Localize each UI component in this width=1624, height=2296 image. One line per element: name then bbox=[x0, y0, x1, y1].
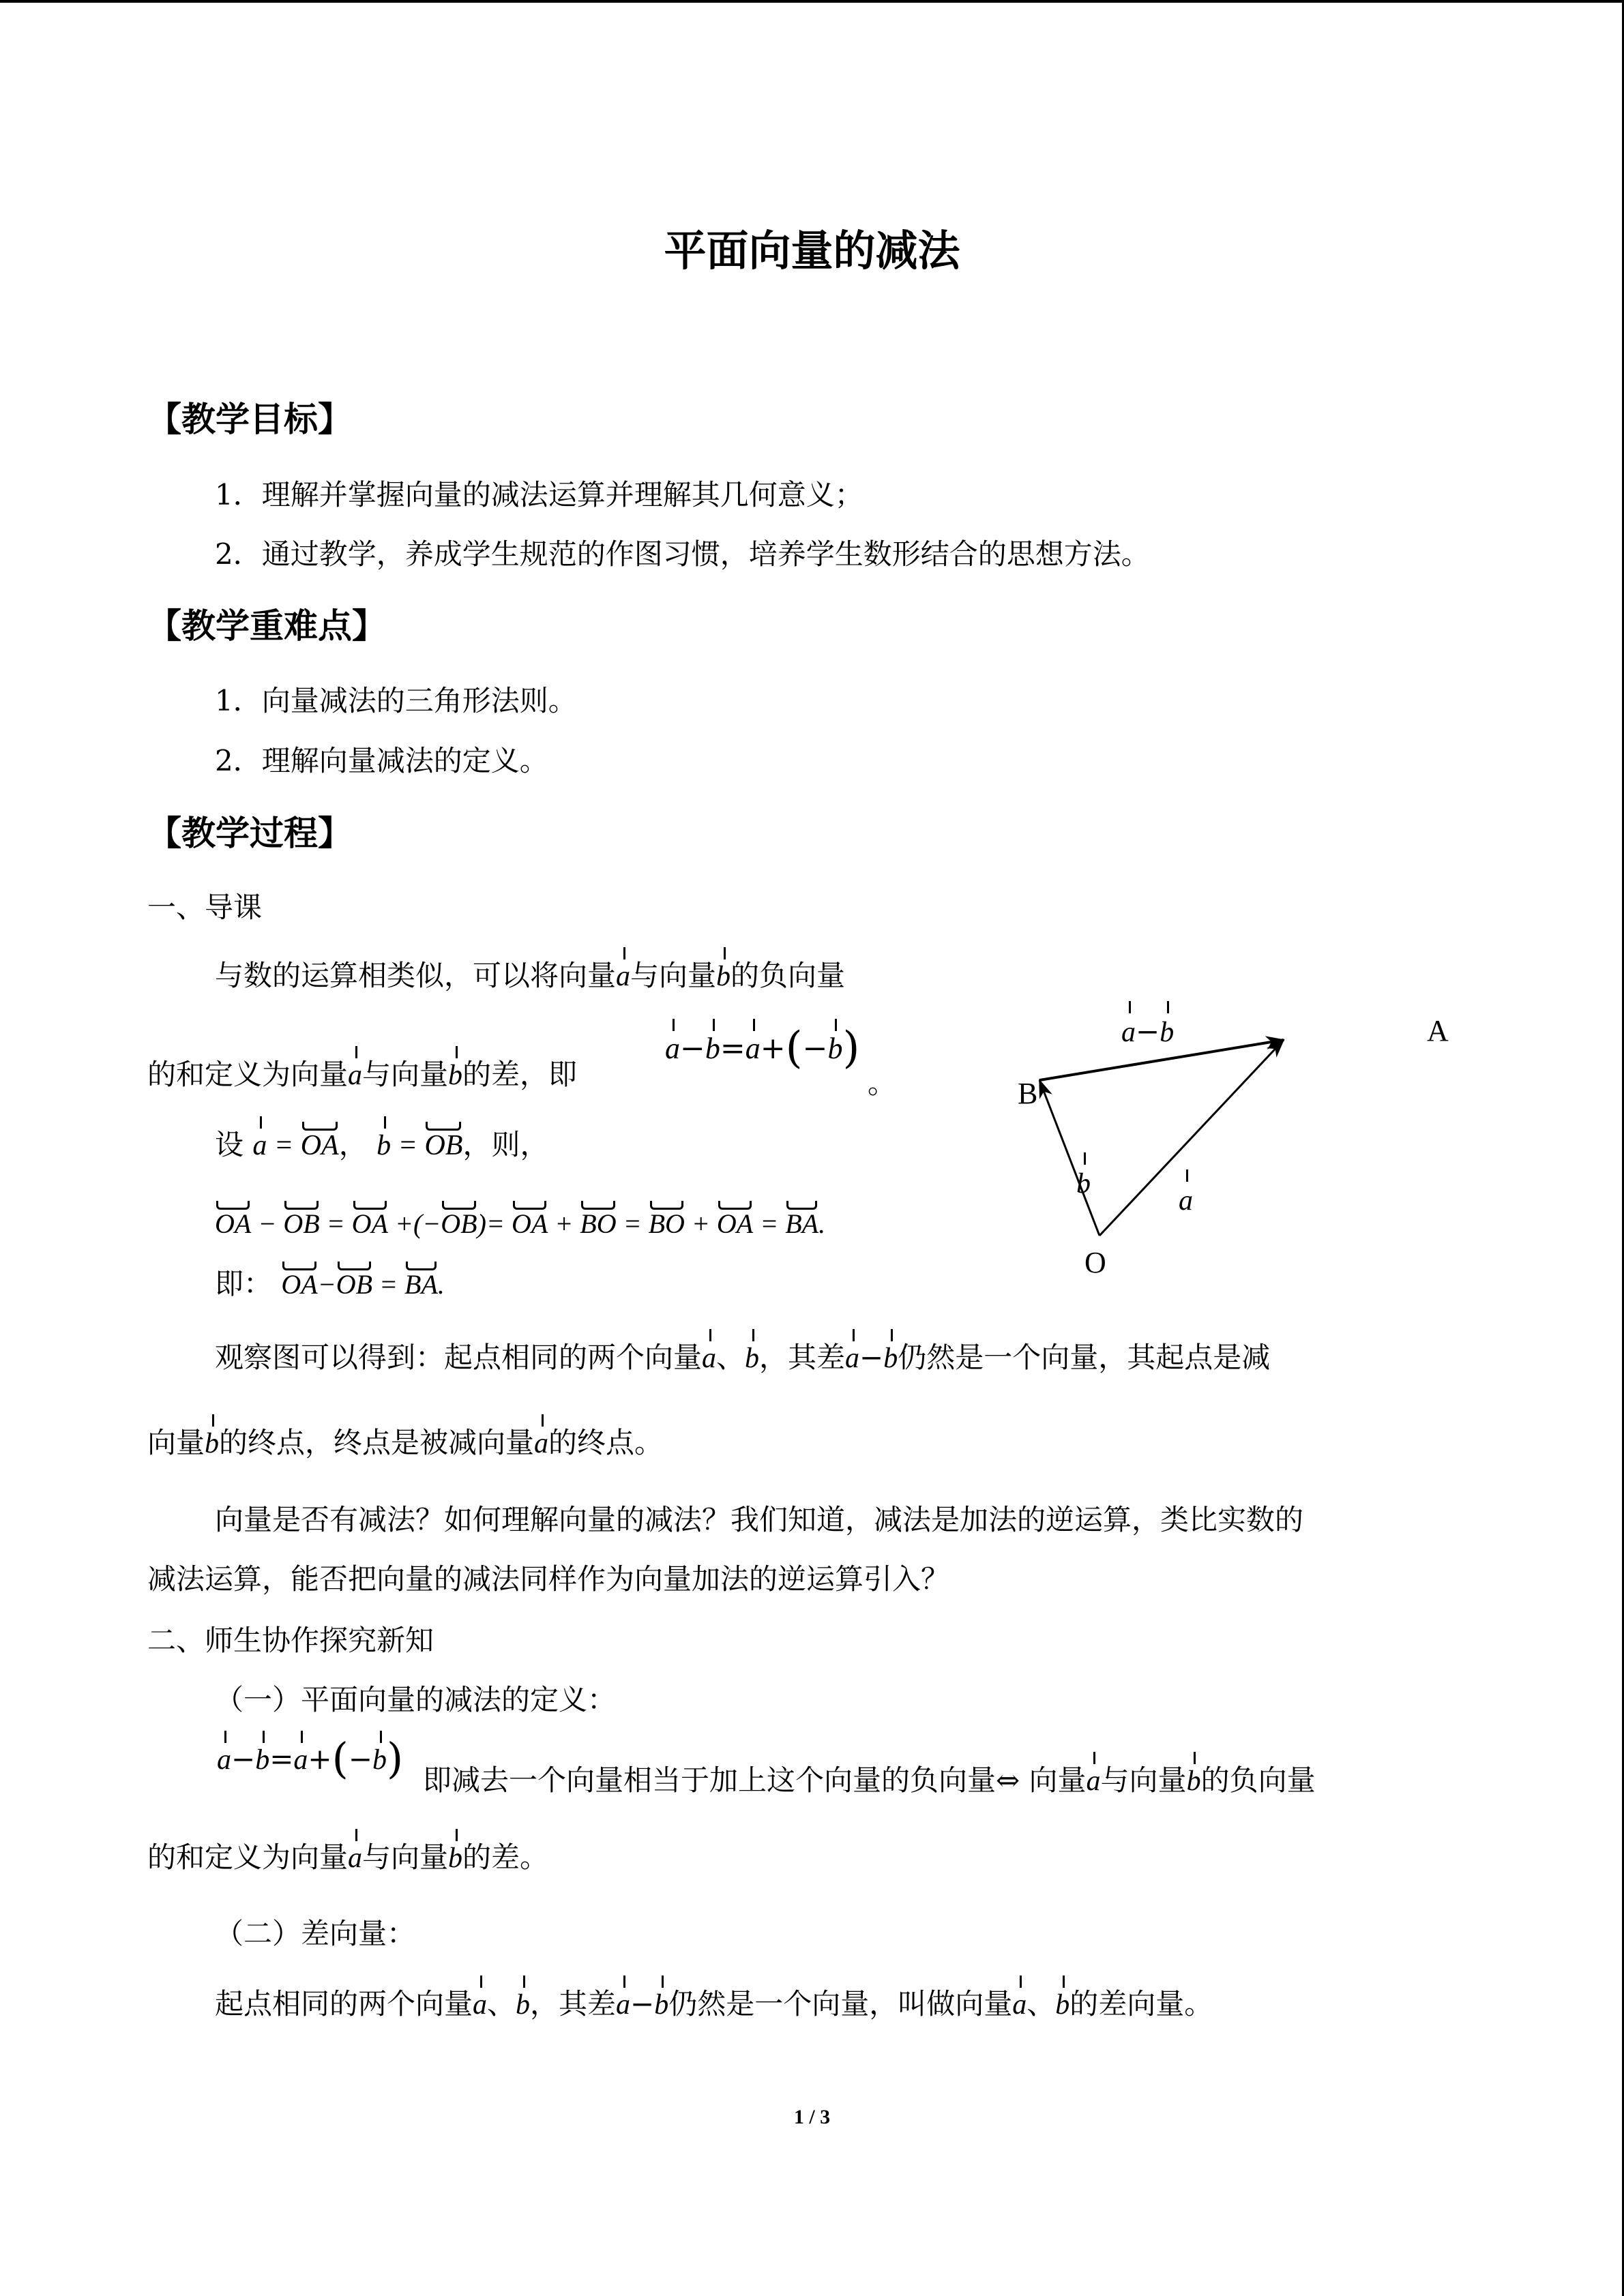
op: + bbox=[555, 1208, 574, 1239]
definition-text: 的负向量 bbox=[1200, 1763, 1316, 1797]
op: = bbox=[760, 1208, 779, 1239]
op: + bbox=[394, 1208, 413, 1239]
period: 。 bbox=[868, 1067, 897, 1100]
vector-a: a bbox=[348, 1843, 363, 1874]
observation-text: 、 bbox=[716, 1341, 745, 1374]
vector-OA: OA bbox=[351, 1208, 388, 1239]
sub1-line-1 bbox=[423, 1763, 1316, 1797]
vector-a: a bbox=[616, 1989, 631, 2021]
vector-OA: OA bbox=[716, 1208, 754, 1239]
key-point-item-1: 1．向量减法的三角形法则。 bbox=[215, 684, 577, 717]
op: = bbox=[379, 1269, 398, 1300]
vector-BO: BO bbox=[648, 1208, 685, 1239]
conclusion-prefix: 即： bbox=[215, 1267, 273, 1300]
heading-objectives: 【教学目标】 bbox=[147, 400, 352, 439]
conclusion bbox=[215, 1267, 445, 1300]
minus-sign: − bbox=[348, 1742, 373, 1776]
vector-a: a bbox=[1179, 1185, 1193, 1217]
formula-definition-2 bbox=[217, 1733, 404, 1783]
op: + bbox=[691, 1208, 710, 1239]
vector-a: a bbox=[534, 1428, 549, 1459]
vector-a: a bbox=[217, 1744, 231, 1776]
equals-sign: = bbox=[720, 1031, 745, 1066]
vector-a: a bbox=[293, 1744, 308, 1776]
derivation-chain bbox=[215, 1210, 825, 1238]
definition-text: 的和定义为向量 bbox=[147, 1840, 349, 1874]
intro-line-2 bbox=[147, 1060, 577, 1090]
vector-a: a bbox=[348, 1060, 363, 1091]
observation-text: 的终点。 bbox=[548, 1426, 664, 1459]
intro-text: 的差，即 bbox=[462, 1058, 578, 1091]
let-suffix: ，则， bbox=[462, 1128, 549, 1161]
objective-item-2: 2．通过教学，养成学生规范的作图习惯，培养学生数形结合的思想方法。 bbox=[215, 537, 1150, 571]
op: )= bbox=[477, 1208, 505, 1239]
minus-sign: − bbox=[630, 1987, 655, 2021]
vector-b: b bbox=[1076, 1168, 1091, 1199]
vector-b: b bbox=[516, 1989, 531, 2021]
equals-sign: = bbox=[269, 1742, 294, 1776]
right-paren: ) bbox=[387, 1733, 404, 1783]
intro-text: 与向量 bbox=[630, 959, 717, 992]
vector-b: b bbox=[827, 1032, 843, 1065]
question-line-1: 向量是否有减法？如何理解向量的减法？我们知道，减法是加法的逆运算，类比实数的 bbox=[215, 1503, 1304, 1536]
difference-text: 、 bbox=[1027, 1987, 1056, 2021]
left-paren: ( bbox=[331, 1733, 349, 1783]
op: = bbox=[326, 1208, 345, 1239]
page-number: 1 / 3 bbox=[793, 2106, 831, 2128]
objective-item-1: 1．理解并掌握向量的减法运算并理解其几何意义； bbox=[215, 478, 863, 511]
vector-a: a bbox=[845, 1343, 860, 1374]
vector-b: b bbox=[654, 1989, 669, 2021]
minus-sign: − bbox=[802, 1031, 828, 1066]
vector-b: b bbox=[1160, 1017, 1175, 1048]
vector-OB: OB bbox=[424, 1130, 463, 1161]
plus-sign: + bbox=[760, 1031, 786, 1066]
separator: ， bbox=[338, 1128, 368, 1161]
op: . bbox=[437, 1269, 445, 1300]
vector-a: a bbox=[616, 961, 631, 992]
vector-a: a bbox=[252, 1130, 267, 1161]
vector-OA: OA bbox=[511, 1208, 548, 1239]
vector-a: a bbox=[665, 1032, 680, 1065]
plus-sign: + bbox=[308, 1742, 332, 1776]
diagram-label-a-minus-b bbox=[1121, 1015, 1174, 1049]
minus-sign: − bbox=[1136, 1015, 1160, 1048]
part2-heading: 二、师生协作探究新知 bbox=[147, 1624, 434, 1657]
vector-b: b bbox=[448, 1060, 463, 1091]
let-prefix: 设 bbox=[215, 1128, 244, 1161]
vector-b-arrow bbox=[1039, 1080, 1099, 1236]
vector-b: b bbox=[1055, 1989, 1070, 2021]
vector-b: b bbox=[372, 1744, 387, 1776]
let-b-equation: b = OB bbox=[377, 1130, 463, 1161]
intro-text: 的负向量 bbox=[730, 959, 846, 992]
observation-text: 的终点，终点是被减向量 bbox=[219, 1426, 535, 1459]
difference-text: 起点相同的两个向量 bbox=[215, 1987, 473, 2021]
vector-OB: OB bbox=[283, 1208, 320, 1239]
minus-sign: − bbox=[680, 1031, 705, 1066]
intro-text: 与数的运算相类似，可以将向量 bbox=[215, 959, 617, 992]
vector-a: a bbox=[702, 1343, 717, 1374]
part1-heading: 一、导课 bbox=[147, 891, 263, 924]
formula-definition bbox=[665, 1023, 860, 1073]
sub2-line bbox=[215, 1987, 1213, 2021]
left-paren: ( bbox=[785, 1023, 803, 1073]
definition-text: 与向量 bbox=[362, 1840, 449, 1874]
difference-text: 的差向量。 bbox=[1069, 1987, 1213, 2021]
definition-text: 即减去一个向量相当于加上这个向量的负向量⇔ 向量 bbox=[423, 1763, 1087, 1797]
vector-b: b bbox=[705, 1032, 720, 1065]
vector-OA: OA bbox=[281, 1269, 318, 1300]
point-label-B: B bbox=[1018, 1077, 1038, 1110]
intro-line-1 bbox=[215, 961, 845, 991]
vector-a: a bbox=[1012, 1989, 1027, 2021]
point-label-A: A bbox=[1427, 1014, 1449, 1047]
op: (− bbox=[413, 1208, 441, 1239]
vector-a: a bbox=[1121, 1017, 1136, 1048]
let-a-equation: a = OA bbox=[252, 1130, 339, 1161]
vector-b: b bbox=[448, 1843, 463, 1874]
question-line-2: 减法运算，能否把向量的减法同样作为向量加法的逆运算引入？ bbox=[147, 1562, 950, 1596]
intro-text: 的和定义为向量 bbox=[147, 1058, 349, 1091]
vector-BA: BA bbox=[404, 1269, 438, 1300]
intro-text: 与向量 bbox=[362, 1058, 449, 1091]
vector-OA: OA bbox=[300, 1130, 339, 1161]
diagram-label-b bbox=[1076, 1166, 1091, 1200]
vector-a: a bbox=[745, 1032, 761, 1065]
op: . bbox=[818, 1208, 826, 1239]
key-point-item-2: 2．理解向量减法的定义。 bbox=[215, 744, 548, 777]
let-statement bbox=[215, 1128, 549, 1161]
vector-b: b bbox=[1186, 1765, 1201, 1797]
observation-text: 观察图可以得到：起点相同的两个向量 bbox=[215, 1341, 703, 1374]
observation-text: 向量 bbox=[147, 1426, 205, 1459]
sub2-heading: （二）差向量： bbox=[215, 1917, 416, 1950]
vector-OB: OB bbox=[441, 1208, 477, 1239]
definition-text: 与向量 bbox=[1100, 1763, 1187, 1797]
vector-b: b bbox=[205, 1428, 220, 1459]
observation-text: 仍然是一个向量，其起点是减 bbox=[898, 1341, 1271, 1374]
sub1-line-2 bbox=[147, 1840, 549, 1874]
page-top-border bbox=[0, 0, 1624, 3]
vector-b: b bbox=[255, 1744, 270, 1776]
vector-OB: OB bbox=[336, 1269, 373, 1300]
vector-BO: BO bbox=[580, 1208, 617, 1239]
right-paren: ) bbox=[842, 1023, 860, 1073]
diagram-label-a bbox=[1179, 1183, 1193, 1217]
vector-b: b bbox=[745, 1343, 760, 1374]
vector-OA: OA bbox=[215, 1208, 252, 1239]
op: − bbox=[258, 1208, 277, 1239]
difference-text: 、 bbox=[487, 1987, 516, 2021]
vector-b: b bbox=[716, 961, 731, 992]
vector-a: a bbox=[1086, 1765, 1101, 1797]
conclusion-equation bbox=[281, 1269, 445, 1300]
observation-line-2 bbox=[147, 1426, 664, 1459]
definition-text: 的差。 bbox=[462, 1840, 549, 1874]
point-label-O: O bbox=[1084, 1246, 1106, 1279]
vector-b: b bbox=[377, 1130, 392, 1161]
difference-text: 仍然是一个向量，叫做向量 bbox=[668, 1987, 1013, 2021]
observation-line-1 bbox=[215, 1343, 1270, 1373]
vector-BA: BA bbox=[785, 1208, 819, 1239]
op: = bbox=[623, 1208, 642, 1239]
sub1-heading: （一）平面向量的减法的定义： bbox=[215, 1683, 617, 1716]
heading-key-points: 【教学重难点】 bbox=[147, 606, 386, 646]
minus-sign: − bbox=[859, 1341, 884, 1374]
vector-a: a bbox=[473, 1989, 488, 2021]
document-title: 平面向量的减法 bbox=[664, 226, 960, 275]
minus-sign: − bbox=[231, 1742, 256, 1776]
difference-text: ，其差 bbox=[530, 1987, 617, 2021]
heading-process: 【教学过程】 bbox=[147, 814, 352, 853]
op: − bbox=[317, 1269, 336, 1300]
observation-text: ，其差 bbox=[759, 1341, 846, 1374]
vector-b: b bbox=[883, 1343, 898, 1374]
